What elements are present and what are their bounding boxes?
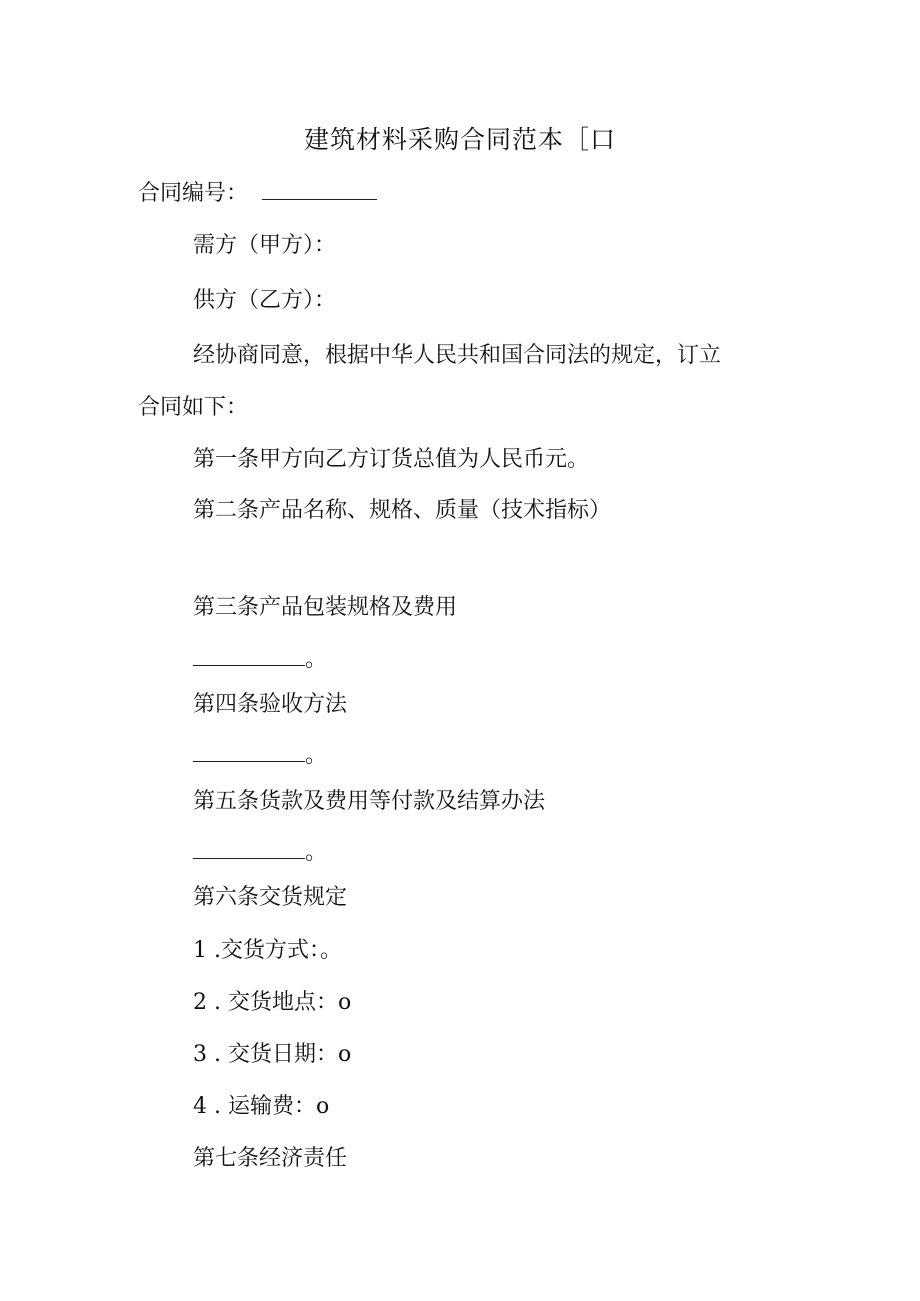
article-2: 第二条产品名称、规格、质量（技术指标） <box>193 498 612 523</box>
article-4: 第四条验收方法 <box>193 692 348 717</box>
article-3-blank-line <box>193 646 327 675</box>
delivery-item-1: 1 .交货方式：。 <box>193 938 342 963</box>
contract-number-label: 合同编号： <box>138 181 249 206</box>
seller-line: 供方（乙方）： <box>193 288 337 313</box>
article-4-blank-line <box>193 742 327 771</box>
article-4-period: 。 <box>305 743 328 768</box>
article-3: 第三条产品包装规格及费用 <box>193 595 458 620</box>
article-4-blank <box>193 743 305 762</box>
intro-paragraph-line2: 合同如下： <box>138 395 249 420</box>
delivery-item-4: 4 . 运输费：o <box>193 1094 330 1119</box>
intro-paragraph-line1: 经协商同意，根据中华人民共和国合同法的规定，订立 <box>193 343 722 368</box>
delivery-item-3: 3 . 交货日期：o <box>193 1042 352 1067</box>
article-3-period: 。 <box>305 647 328 672</box>
delivery-item-2: 2 . 交货地点：o <box>193 990 352 1015</box>
contract-number-line <box>138 180 377 209</box>
document-title: 建筑材料采购合同范本［口 <box>303 125 616 154</box>
article-5: 第五条货款及费用等付款及结算办法 <box>193 789 546 814</box>
article-5-period: 。 <box>305 840 328 865</box>
article-7: 第七条经济责任 <box>193 1146 348 1171</box>
article-1: 第一条甲方向乙方订货总值为人民币元。 <box>193 447 590 472</box>
article-6: 第六条交货规定 <box>193 885 348 910</box>
contract-number-blank <box>262 181 377 200</box>
article-5-blank-line <box>193 839 327 868</box>
article-5-blank <box>193 840 305 859</box>
buyer-line: 需方（甲方）： <box>193 233 337 258</box>
article-3-blank <box>193 647 305 666</box>
